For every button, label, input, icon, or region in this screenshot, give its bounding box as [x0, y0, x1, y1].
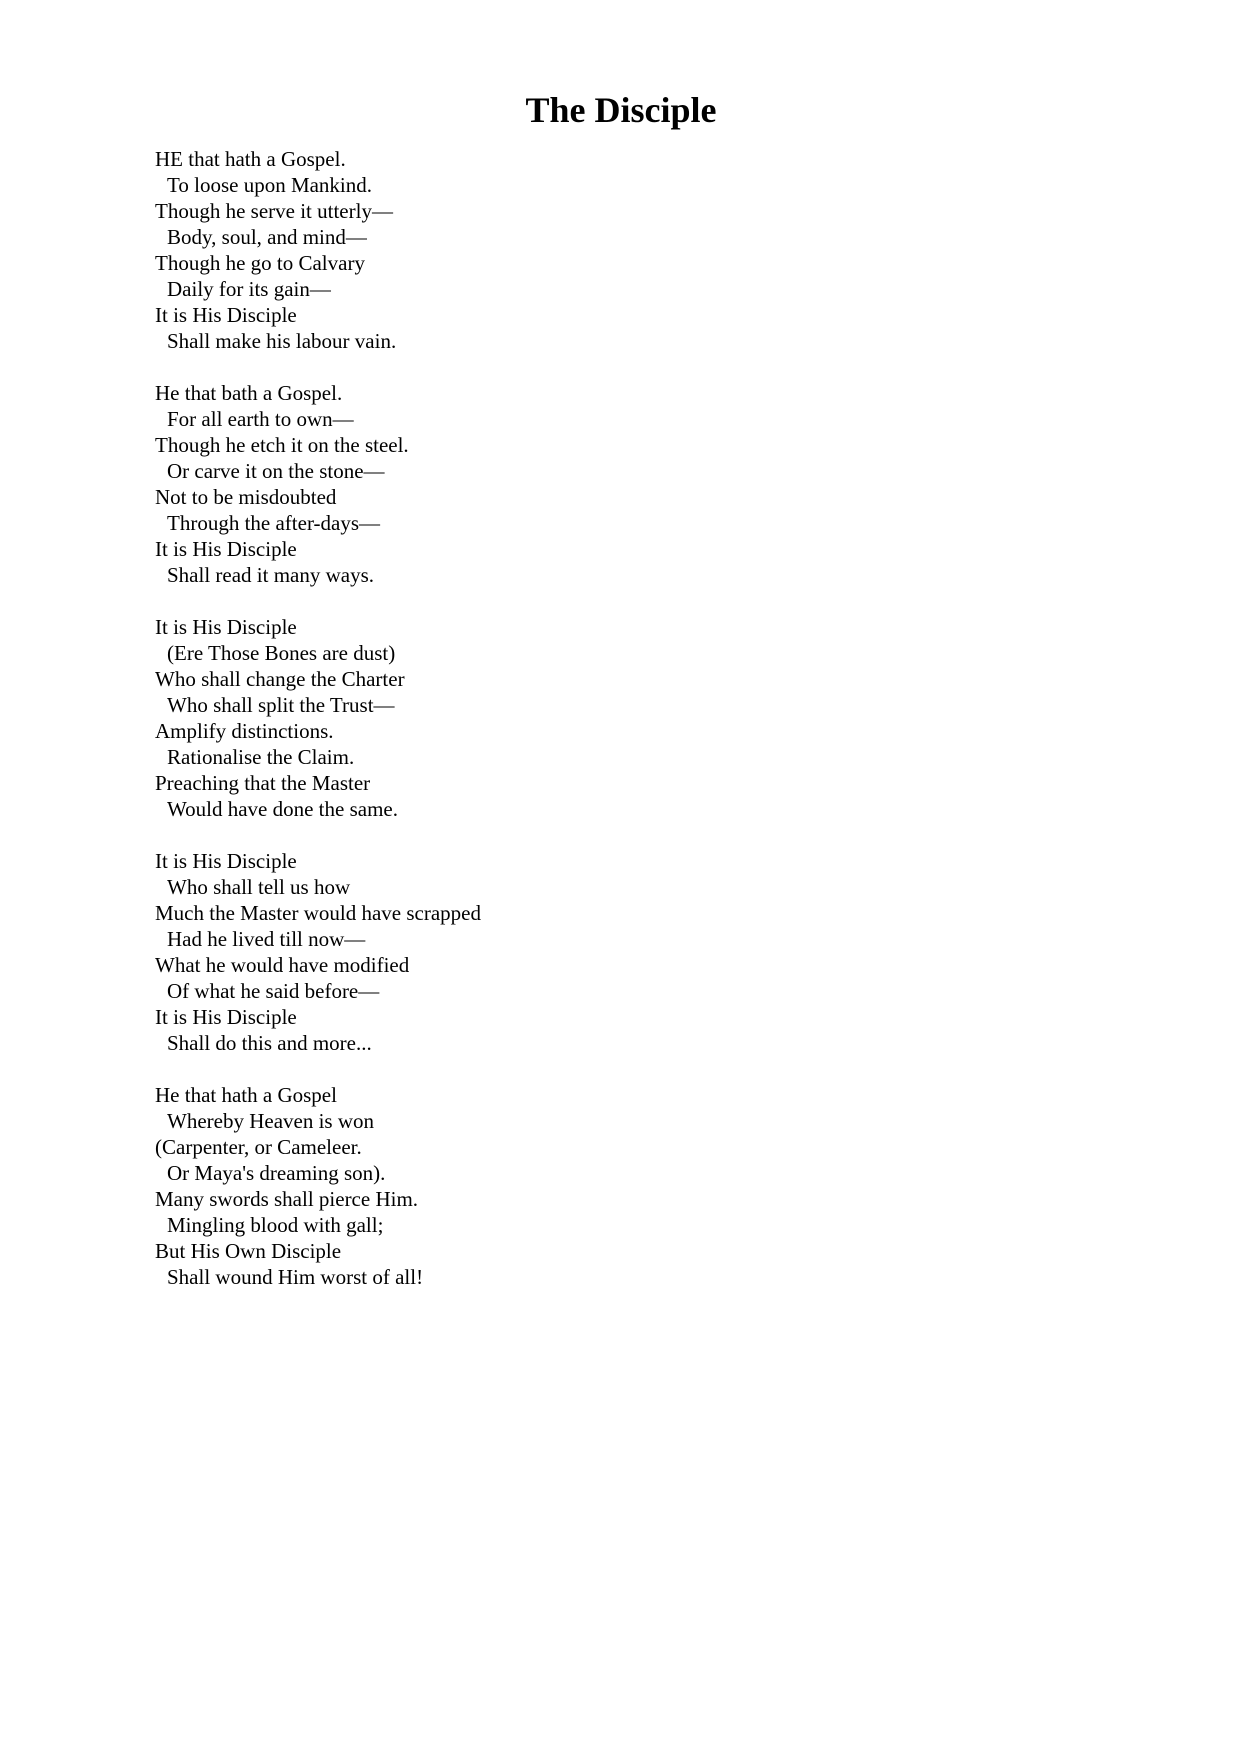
- poem-line: Though he etch it on the steel.: [155, 433, 409, 457]
- poem-line: Or carve it on the stone—: [167, 459, 385, 483]
- poem-line: For all earth to own—: [167, 407, 354, 431]
- poem-line: It is His Disciple: [155, 849, 297, 873]
- poem-line: Though he serve it utterly—: [155, 199, 393, 223]
- poem-line: HE that hath a Gospel.: [155, 147, 346, 171]
- poem-line: It is His Disciple: [155, 303, 297, 327]
- poem-line: Many swords shall pierce Him.: [155, 1187, 419, 1211]
- poem-line: Whereby Heaven is won: [167, 1109, 375, 1133]
- poem-line: Of what he said before—: [167, 979, 380, 1003]
- poem-line: (Ere Those Bones are dust): [167, 641, 396, 665]
- poem-title: The Disciple: [525, 90, 717, 130]
- poem-line: Who shall tell us how: [167, 875, 351, 899]
- stanza: [155, 614, 955, 822]
- poem-line: Amplify distinctions.: [155, 719, 334, 743]
- poem-line: Much the Master would have scrapped: [155, 901, 481, 925]
- poem-line: It is His Disciple: [155, 1005, 297, 1029]
- poem-line: He that bath a Gospel.: [155, 381, 343, 405]
- poem-body: [155, 146, 955, 1316]
- stanza: [155, 146, 955, 354]
- poem-line: (Carpenter, or Cameleer.: [155, 1135, 362, 1159]
- poem-line: Rationalise the Claim.: [167, 745, 355, 769]
- poem-line: Through the after-days—: [167, 511, 381, 535]
- poem-line: It is His Disciple: [155, 615, 297, 639]
- poem-line: He that hath a Gospel: [155, 1083, 337, 1107]
- poem-line: Daily for its gain—: [167, 277, 331, 301]
- poem-line: To loose upon Mankind.: [167, 173, 373, 197]
- poem-line: Shall make his labour vain.: [167, 329, 397, 353]
- poem-line: Or Maya's dreaming son).: [167, 1161, 386, 1185]
- poem-line: But His Own Disciple: [155, 1239, 342, 1263]
- poem-line: It is His Disciple: [155, 537, 297, 561]
- stanza: [155, 1082, 955, 1290]
- poem-line: Who shall split the Trust—: [167, 693, 395, 717]
- poem-line: Would have done the same.: [167, 797, 398, 821]
- poem-line: Though he go to Calvary: [155, 251, 365, 275]
- poem-line: Who shall change the Charter: [155, 667, 405, 691]
- poem-line: Shall read it many ways.: [167, 563, 375, 587]
- poem-line: Preaching that the Master: [155, 771, 371, 795]
- poem-line: Had he lived till now—: [167, 927, 366, 951]
- poem-line: Mingling blood with gall;: [167, 1213, 384, 1237]
- poem-line: Body, soul, and mind—: [167, 225, 367, 249]
- poem-line: Shall do this and more...: [167, 1031, 372, 1055]
- stanza: [155, 848, 955, 1056]
- poem-line: What he would have modified: [155, 953, 410, 977]
- stanza: [155, 380, 955, 588]
- poem-line: Not to be misdoubted: [155, 485, 337, 509]
- poem-line: Shall wound Him worst of all!: [167, 1265, 424, 1289]
